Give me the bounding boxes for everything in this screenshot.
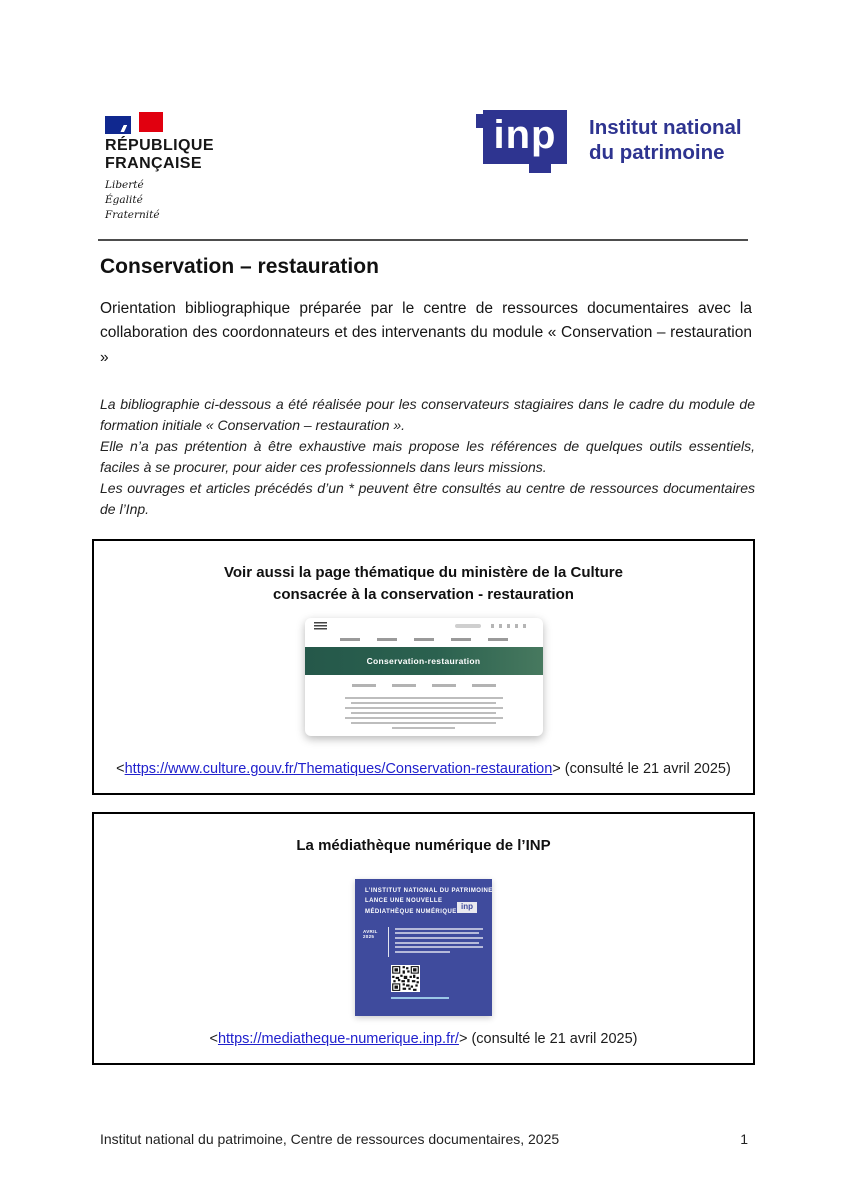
link-close-bracket: >: [458, 1031, 468, 1047]
inp-logo: [483, 110, 742, 165]
republique-francaise-wordmark: [105, 137, 245, 173]
republique-francaise-logo: [105, 112, 245, 223]
footer-text: Institut national du patrimoine, Centre de ressources documentaires, 2025: [100, 1131, 560, 1147]
inp-wordmark: [589, 116, 742, 165]
poster-line1: L’INSTITUT NATIONAL DU PATRIMOINE: [365, 887, 493, 894]
thumbnail-tabs: [305, 684, 543, 687]
thumbnail-text-lines: [345, 697, 503, 729]
search-field-placeholder: [455, 624, 481, 628]
thumbnail-topbar: [305, 618, 543, 633]
poster-date: AVRIL 2025: [363, 928, 378, 939]
link-open-bracket: <: [209, 1031, 218, 1047]
note1-sentence1: La bibliographie ci-dessous a été réalisée pour les conservateurs stagiaires dans le cadre du module de formation initiale « Conservation – restauration ».: [100, 396, 755, 433]
mediatheque-link[interactable]: https://mediatheque-numerique.inp.fr/: [217, 1031, 459, 1047]
culture-website-thumbnail: [305, 618, 543, 736]
motto-liberte: Liberté: [105, 178, 144, 191]
thumbnail-banner-text: Conservation-restauration: [366, 655, 481, 666]
culture-ministry-box: [92, 539, 755, 795]
intro-paragraph: Orientation bibliographique préparée par le centre de ressources documentaires avec la collaboration des coordonnateurs et des intervenants du module « Conservation – restauration »: [100, 300, 752, 366]
motto-egalite: Égalité: [105, 194, 143, 207]
link-close-bracket: >: [552, 761, 561, 777]
republique-line: RÉPUBLIQUE: [105, 137, 214, 154]
box2-title: La médiathèque numérique de l’INP: [296, 837, 551, 854]
thumbnail-banner: [305, 647, 543, 675]
poster-inp-logo: inp: [457, 902, 477, 913]
qr-code-icon: [391, 965, 420, 992]
box1-link-line: [94, 761, 753, 777]
inp-logo-icon: [483, 110, 567, 164]
box2-link-line: [94, 1031, 753, 1047]
page-title: Conservation – restauration: [100, 255, 379, 278]
motto-fraternite: Fraternité: [105, 209, 160, 222]
ministere-culture-logo-icon: [314, 622, 327, 631]
inp-logo-text: inp: [493, 113, 557, 157]
republique-motto: [105, 178, 245, 224]
poster-line2: LANCE UNE NOUVELLE: [365, 898, 443, 905]
poster-line3: MÉDIATHÈQUE NUMÉRIQUE: [365, 908, 457, 915]
french-flag-icon: [105, 112, 165, 134]
box1-consulted-date: (consulté le 21 avril 2025): [560, 761, 731, 777]
page-number: 1: [740, 1131, 748, 1147]
poster-divider: [388, 927, 389, 957]
box2-consulted-date: (consulté le 21 avril 2025): [467, 1031, 638, 1047]
inp-name-line1: Institut national: [589, 116, 742, 139]
note1-sentence2: Elle n’a pas prétention à être exhaustive mais propose les références de quelques outils essentiels, faciles à se procurer, pour aider ces professionnels dans leurs missions.: [100, 438, 755, 475]
note-paragraph-2: Les ouvrages et articles précédés d’un * peuvent être consultés au centre de ressources documentaires de l’Inp.: [100, 480, 755, 517]
thumbnail-nav: [305, 633, 543, 647]
mediatheque-box: [92, 812, 755, 1065]
poster-text-lines: [395, 928, 483, 956]
culture-link[interactable]: https://www.culture.gouv.fr/Thematiques/Conservation-restauration: [124, 761, 553, 777]
box1-title: [94, 562, 753, 606]
poster-url-line: [391, 997, 449, 1000]
header-divider: [98, 239, 748, 241]
box1-title-line1: Voir aussi la page thématique du ministère de la Culture: [224, 564, 623, 581]
link-open-bracket: <: [116, 761, 125, 777]
francaise-line: FRANÇAISE: [105, 154, 202, 172]
note-paragraph-1: [100, 394, 755, 478]
mediatheque-poster: [355, 879, 492, 1016]
box1-title-line2: consacrée à la conservation - restauration: [273, 585, 574, 603]
inp-name-line2: du patrimoine: [589, 140, 725, 164]
topbar-icons: [491, 624, 529, 628]
